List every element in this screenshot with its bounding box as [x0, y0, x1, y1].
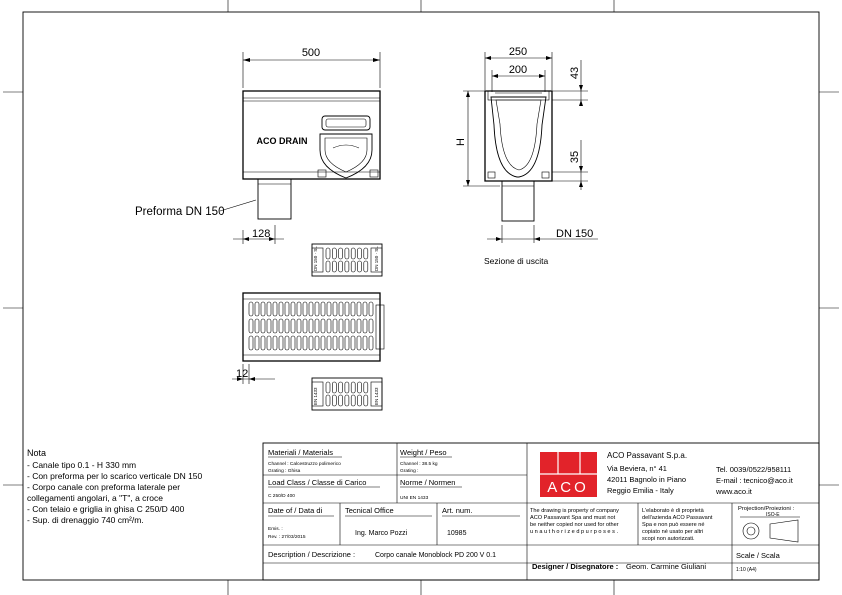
- weight-grating: Grating :: [400, 469, 419, 474]
- grate-label-bottom-left: EN 1433: [313, 387, 318, 405]
- dim-length-text: 500: [301, 47, 321, 59]
- scale-header: Scale / Scala: [736, 551, 780, 560]
- top-grate-slots: [326, 248, 368, 272]
- date-rev: Rev. : 27/03/2015: [268, 535, 306, 540]
- description-header: Description / Descrizione :: [268, 550, 356, 559]
- company-name: ACO Passavant S.p.a.: [607, 451, 688, 460]
- company-address: Reggio Emilia - Italy: [607, 486, 674, 495]
- company-address: Via Beviera, n° 41: [607, 464, 667, 473]
- note-item: - Con telaio e griglia in ghisa C 250/D 400: [27, 504, 185, 514]
- company-email: E-mail : tecnico@aco.it: [716, 476, 793, 485]
- norms-value: UNI EN 1433: [400, 496, 429, 501]
- section-caption: Sezione di uscita: [484, 256, 549, 266]
- company-web: www.aco.it: [716, 487, 752, 496]
- dim-width-outer-text: 250: [508, 46, 528, 58]
- date-header: Date of / Data di: [268, 506, 323, 515]
- office-header: Tecnical Office: [345, 506, 394, 515]
- dim-outlet-offset-text: 128: [252, 228, 271, 240]
- norms-header: Norme / Normen: [400, 478, 456, 487]
- disclaimer-it-line: copiato né usato per altri: [642, 529, 704, 535]
- plan-grate-slots: [249, 302, 373, 350]
- disclaimer-it-line: dell'azienda ACO Passavant: [642, 515, 713, 521]
- disclaimer-it-line: Spa e non può essere né: [642, 522, 705, 528]
- art-header: Art. num.: [442, 506, 473, 515]
- plan-view: [232, 244, 384, 410]
- bottom-grate-slots: [326, 382, 368, 406]
- company-address: 42011 Bagnolo in Piano: [607, 475, 687, 484]
- load-class-header: Load Class / Classe di Carico: [268, 478, 367, 487]
- section-view: [455, 46, 598, 266]
- dim-width-inner-text: 200: [508, 64, 528, 76]
- grate-label-top-right: DN 150 · SL: [374, 246, 379, 271]
- disclaimer-en-line: ACO Passavant Spa and must not: [530, 515, 616, 521]
- preforma-label: Preforma DN 150: [135, 206, 225, 218]
- note-item: - Con preforma per lo scarico verticale DN 150: [27, 471, 203, 481]
- note-item: - Canale tipo 0.1 - H 330 mm: [27, 460, 137, 470]
- company-tel: Tel. 0039/0522/958111: [716, 465, 792, 474]
- materials-channel: Channel : Calcestruzzo polimerico: [268, 462, 341, 467]
- dim-top-text: 43: [569, 66, 581, 80]
- load-class-value: C 250/D 400: [268, 494, 295, 499]
- disclaimer-en-line: be neither copied nor used for other: [530, 522, 619, 528]
- art-value: 10985: [447, 530, 467, 537]
- dim-bottom-text: 35: [569, 150, 581, 164]
- notes-title: Nota: [27, 448, 47, 458]
- designer-header: Designer / Disegnatore :: [532, 562, 619, 571]
- grate-label-bottom-right: EN 1433: [374, 387, 379, 405]
- weight-channel: Channel : 38.5 kg: [400, 462, 438, 467]
- designer-value: Geom. Carmine Giuliani: [626, 562, 707, 571]
- projection-circle-icon: [743, 523, 759, 539]
- brand-text: ACO DRAIN: [256, 136, 308, 146]
- dim-outlet-text: DN 150: [556, 228, 594, 240]
- projection-value: ISO-E: [766, 512, 780, 518]
- scale-value: 1:10 (A4): [736, 567, 757, 573]
- disclaimer-en-line: u n a u t h o r i z e d p u r p o s e s .: [530, 529, 618, 535]
- note-item: collegamenti angolari, a "T", a croce: [27, 493, 163, 503]
- grate-label-top-left: DN 150 · SL: [313, 246, 318, 271]
- title-block: [263, 443, 819, 580]
- note-item: - Corpo canale con preforma laterale per: [27, 482, 181, 492]
- materials-grating: Grating : Ghisa: [268, 469, 301, 474]
- projection-cone-icon: [770, 520, 798, 542]
- disclaimer-it-line: L'elaborato è di proprietà: [642, 508, 704, 514]
- materials-header: Materiali / Materials: [268, 448, 334, 457]
- disclaimer-en-line: The drawing is property of company: [530, 508, 619, 514]
- disclaimer-it-line: scopi non autorizzati.: [642, 536, 695, 542]
- dim-height-text: H: [455, 138, 467, 146]
- dim-end-text: 12: [236, 368, 249, 380]
- description-value: Corpo canale Monoblock PD 200 V 0.1: [375, 552, 497, 559]
- aco-logo-text: ACO: [547, 479, 589, 496]
- notes-block: [27, 448, 203, 525]
- office-value: Ing. Marco Pozzi: [355, 530, 408, 537]
- projection-header: Projection/Proiezioni :: [738, 506, 795, 512]
- weight-header: Weight / Peso: [400, 448, 447, 457]
- side-view: [135, 47, 380, 244]
- date-emis: Emis. :: [268, 527, 283, 532]
- note-item: - Sup. di drenaggio 740 cm²/m.: [27, 515, 144, 525]
